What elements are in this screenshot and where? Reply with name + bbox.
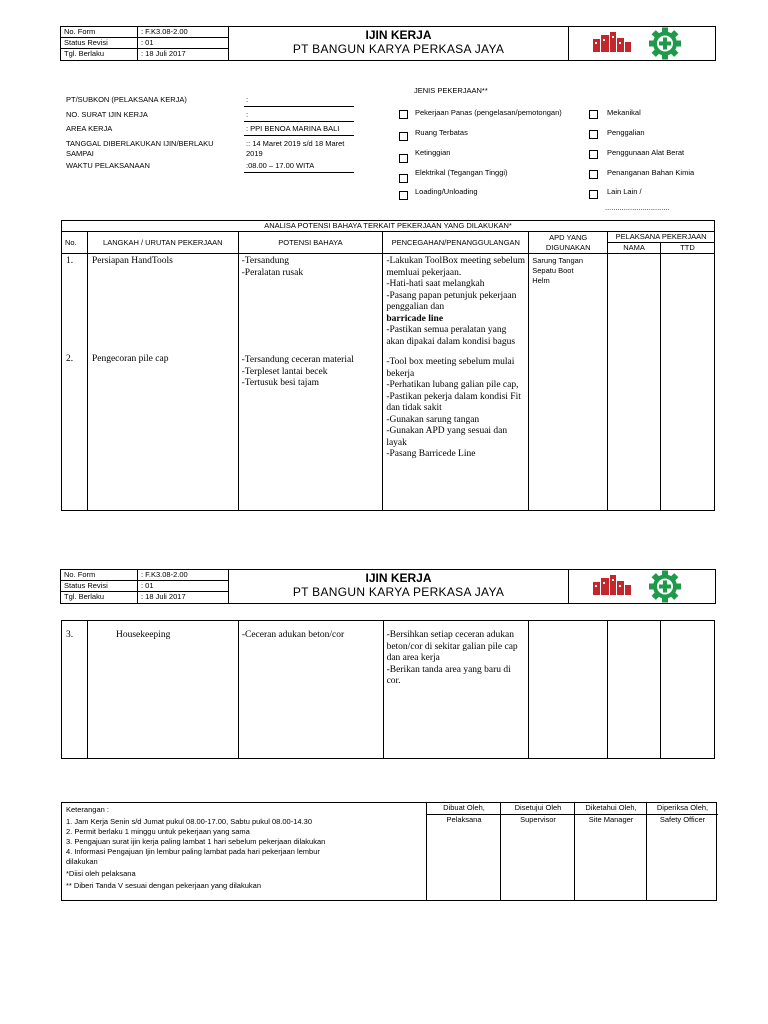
form-title-block-2 (229, 570, 569, 603)
area-kerja-underline (244, 135, 354, 136)
status-revisi-label: Status Revisi (64, 38, 108, 47)
row-3-langkah: Housekeeping (87, 621, 238, 759)
tgl-berlaku-label: Tgl. Berlaku (64, 49, 105, 58)
waktu-underline (244, 172, 354, 173)
jenis-title: JENIS PEKERJAAN** (414, 86, 488, 95)
row-1-pencegahan-1: -Hati-hati saat melangkah (386, 279, 485, 289)
row-2-potensi-1: -Terpleset lantai becek (241, 366, 328, 377)
lain-lain-dots: ............................... (605, 203, 670, 212)
form-no-value: : F.K3.08-2.00 (137, 27, 188, 37)
waktu-value[interactable]: :08.00 – 17.00 WITA (246, 161, 315, 170)
row-langkah-cell (87, 254, 238, 511)
note-2: 2. Permit berlaku 1 minggu untuk pekerjaan yang sama (66, 827, 250, 836)
analysis-title: ANALISA POTENSI BAHAYA TERKAIT PEKERJAAN YANG DILAKUKAN* (62, 221, 715, 232)
col-apd-header: APD YANG DIGUNAKAN (529, 232, 608, 254)
col-ttd-header: TTD (661, 243, 715, 254)
jenis-right-1: Penggalian (607, 128, 645, 137)
no-surat-value[interactable]: : (246, 110, 249, 119)
checkbox-bahan-kimia[interactable] (589, 170, 598, 179)
row-potensi-cell (238, 254, 383, 511)
jenis-right-0: Mekanikal (607, 108, 641, 117)
row-1-pencegahan-4: -Pastikan semua peralatan yang akan dipakai dalam kondisi bagus (386, 325, 516, 347)
company-logo-2 (569, 570, 715, 603)
row-pencegahan-cell (383, 254, 529, 511)
analysis-table-continued (61, 620, 715, 759)
row-3-ttd-cell[interactable] (661, 621, 715, 759)
note-4-cont: dilakukan (66, 857, 98, 866)
status-revisi-value-2: : 01 (137, 581, 154, 591)
checkbox-mekanikal[interactable] (589, 110, 598, 119)
sig-col-supervisor[interactable] (500, 803, 575, 900)
form-no-label: No. Form (64, 27, 96, 36)
note-4: 4. Informasi Pengajuan Ijin lembur paling lambat pada hari pekerjaan lembur (66, 847, 320, 856)
jenis-left-3: Elektrikal (Tegangan Tinggi) (415, 168, 508, 177)
signature-table (426, 803, 717, 900)
sig-head-2: Diketahui Oleh, (575, 803, 647, 815)
row-3-pencegahan-0: -Bersihkan setiap ceceran adukan beton/cor di sekitar galian pile cap dan area kerja (386, 630, 518, 663)
tanggal-value[interactable]: :: 14 Maret 2019 s/d 18 Maret 2019 (246, 139, 345, 158)
analysis-table (61, 220, 715, 511)
sig-head-1: Disetujui Oleh (501, 803, 575, 815)
sig-col-safety-officer[interactable] (646, 803, 718, 900)
tgl-berlaku-value: : 18 Juli 2017 (137, 49, 186, 60)
pt-subkon-underline (244, 106, 354, 107)
checkbox-ruang-terbatas[interactable] (399, 132, 408, 141)
table-row (62, 254, 715, 511)
notes-list (66, 817, 416, 891)
col-nama-header: NAMA (608, 243, 661, 254)
no-surat-label: NO. SURAT IJIN KERJA (66, 110, 148, 119)
row-1-langkah: Persiapan HandTools (91, 256, 173, 266)
row-1-pencegahan-0: -Lakukan ToolBox meeting sebelum memluai pekerjaan. (386, 256, 526, 278)
row-2-pencegahan-4: -Gunakan APD yang sesuai dan layak (386, 426, 508, 448)
jenis-left-0: Pekerjaan Panas (pengelasan/pemotongan) (415, 108, 562, 117)
jenis-left-1: Ruang Terbatas (415, 128, 468, 137)
row-3-apd-cell[interactable] (529, 621, 608, 759)
jenis-left-4: Loading/Unloading (415, 187, 478, 196)
form-title-2: IJIN KERJA (365, 571, 432, 585)
jenis-right-3: Penanganan Bahan Kimia (607, 168, 695, 177)
no-surat-underline (244, 121, 354, 122)
row-3-pencegahan-1: -Berikan tanda area yang baru di cor. (386, 664, 511, 686)
tgl-berlaku-label-2: Tgl. Berlaku (64, 592, 105, 601)
row-2-pencegahan-1: -Perhatikan lubang galian pile cap, (386, 380, 519, 390)
row-2-pencegahan-3: -Gunakan sarung tangan (386, 414, 480, 425)
row-2-pencegahan-5: -Pasang Barricede Line (386, 449, 476, 459)
sig-role-1: Supervisor (520, 815, 556, 824)
row-1-apd-0: Sarung Tangan (532, 256, 583, 265)
col-pelaksana-header: PELAKSANA PEKERJAAN (608, 232, 715, 243)
keterangan-title: Keterangan : (66, 805, 109, 814)
form-meta-2 (61, 570, 229, 603)
checkbox-lain-lain[interactable] (589, 190, 598, 199)
col-langkah-header: LANGKAH / URUTAN PEKERJAAN (87, 232, 238, 254)
row-3-potensi-0: -Ceceran adukan beton/cor (241, 630, 345, 640)
row-2-potensi-0: -Tersandung ceceran material (241, 355, 354, 365)
col-pencegahan-header: PENCEGAHAN/PENANGGULANGAN (383, 232, 529, 254)
company-logo (569, 27, 715, 60)
gear-cross-icon (645, 570, 685, 603)
form-meta (61, 27, 229, 60)
form-title-block (229, 27, 569, 60)
sig-head-3: Diperiksa Oleh, (647, 803, 718, 815)
building-logo-icon (569, 27, 715, 60)
form-no-label-2: No. Form (64, 570, 96, 579)
footer-box (61, 802, 717, 901)
row-1-apd-2: Helm (532, 276, 550, 285)
area-kerja-value[interactable]: : PPI BENOA MARINA BALI (246, 124, 340, 133)
pt-subkon-label: PT/SUBKON (PELAKSANA KERJA) (66, 95, 187, 104)
checkbox-pekerjaan-panas[interactable] (399, 110, 408, 119)
pt-subkon-value[interactable]: : (246, 95, 249, 104)
note-star: *Diisi oleh pelaksana (66, 869, 136, 878)
checkbox-elektrikal[interactable] (399, 174, 408, 183)
form-header (60, 26, 716, 61)
col-no-header: No. (62, 232, 88, 254)
row-1-potensi-1: -Peralatan rusak (241, 267, 304, 278)
sig-col-site-manager[interactable] (574, 803, 647, 900)
row-2-pencegahan-0: -Tool box meeting sebelum mulai bekerja (386, 357, 515, 379)
jenis-right-4: Lain Lain / (607, 187, 642, 196)
row-3-potensi-cell (238, 621, 383, 759)
form-header-page-2 (60, 569, 716, 604)
row-1-pencegahan-3: barricade line (386, 313, 444, 324)
row-2-no: 2. (66, 354, 74, 364)
sig-role-2: Site Manager (588, 815, 634, 824)
row-no-cell (62, 254, 88, 511)
gear-cross-icon (645, 27, 685, 60)
sig-role-0: Pelaksana (446, 815, 482, 824)
row-1-apd-1: Sepatu Boot (532, 266, 574, 275)
sig-col-pelaksana[interactable] (426, 803, 501, 900)
company-name-2: PT BANGUN KARYA PERKASA JAYA (292, 585, 505, 599)
building-logo-icon (569, 570, 715, 603)
note-1: 1. Jam Kerja Senin s/d Jumat pukul 08.00-17.00, Sabtu pukul 08.00-14.30 (66, 817, 312, 826)
status-revisi-label-2: Status Revisi (64, 581, 108, 590)
company-name: PT BANGUN KARYA PERKASA JAYA (292, 42, 505, 56)
row-2-langkah: Pengecoran pile cap (91, 354, 169, 364)
row-1-potensi-0: -Tersandung (241, 256, 289, 266)
tanggal-label: TANGGAL DIBERLAKUKAN IJIN/BERLAKU SAMPAI (66, 139, 214, 158)
sig-role-3: Safety Officer (659, 815, 706, 824)
checkbox-penggalian[interactable] (589, 130, 598, 139)
area-kerja-label: AREA KERJA (66, 124, 113, 133)
jenis-left-2: Ketinggian (415, 148, 451, 157)
jenis-right-2: Penggunaan Alat Berat (607, 148, 685, 157)
status-revisi-value: : 01 (137, 38, 154, 48)
note-double-star: ** Diberi Tanda V sesuai dengan pekerjaan yang dilakukan (66, 881, 261, 890)
col-potensi-header: POTENSI BAHAYA (238, 232, 383, 254)
table-row (62, 621, 715, 759)
row-ttd-cell[interactable] (661, 254, 715, 511)
form-title: IJIN KERJA (365, 28, 432, 42)
row-1-no: 1. (66, 256, 74, 266)
row-2-potensi-2: -Tertusuk besi tajam (241, 378, 320, 388)
checkbox-alat-berat[interactable] (589, 150, 598, 159)
checkbox-loading-unloading[interactable] (399, 191, 408, 200)
tgl-berlaku-value-2: : 18 Juli 2017 (137, 592, 186, 603)
waktu-label: WAKTU PELAKSANAAN (66, 161, 150, 170)
row-nama-cell[interactable] (608, 254, 661, 511)
form-no-value-2: : F.K3.08-2.00 (137, 570, 188, 580)
row-3-nama-cell[interactable] (608, 621, 661, 759)
row-3-pencegahan-cell (383, 621, 529, 759)
row-1-pencegahan-2: -Pasang papan petunjuk pekerjaan penggalian dan (386, 290, 517, 312)
row-apd-cell (529, 254, 608, 511)
note-3: 3. Pengajuan surat ijin kerja paling lambat 1 hari sebelum pekerjaan dilakukan (66, 837, 326, 846)
checkbox-ketinggian[interactable] (399, 154, 408, 163)
row-2-pencegahan-2: -Pastikan pekerja dalam kondisi Fit dan tidak sakit (386, 391, 521, 413)
sig-head-0: Dibuat Oleh, (427, 803, 501, 815)
row-3-no: 3. (62, 621, 88, 759)
